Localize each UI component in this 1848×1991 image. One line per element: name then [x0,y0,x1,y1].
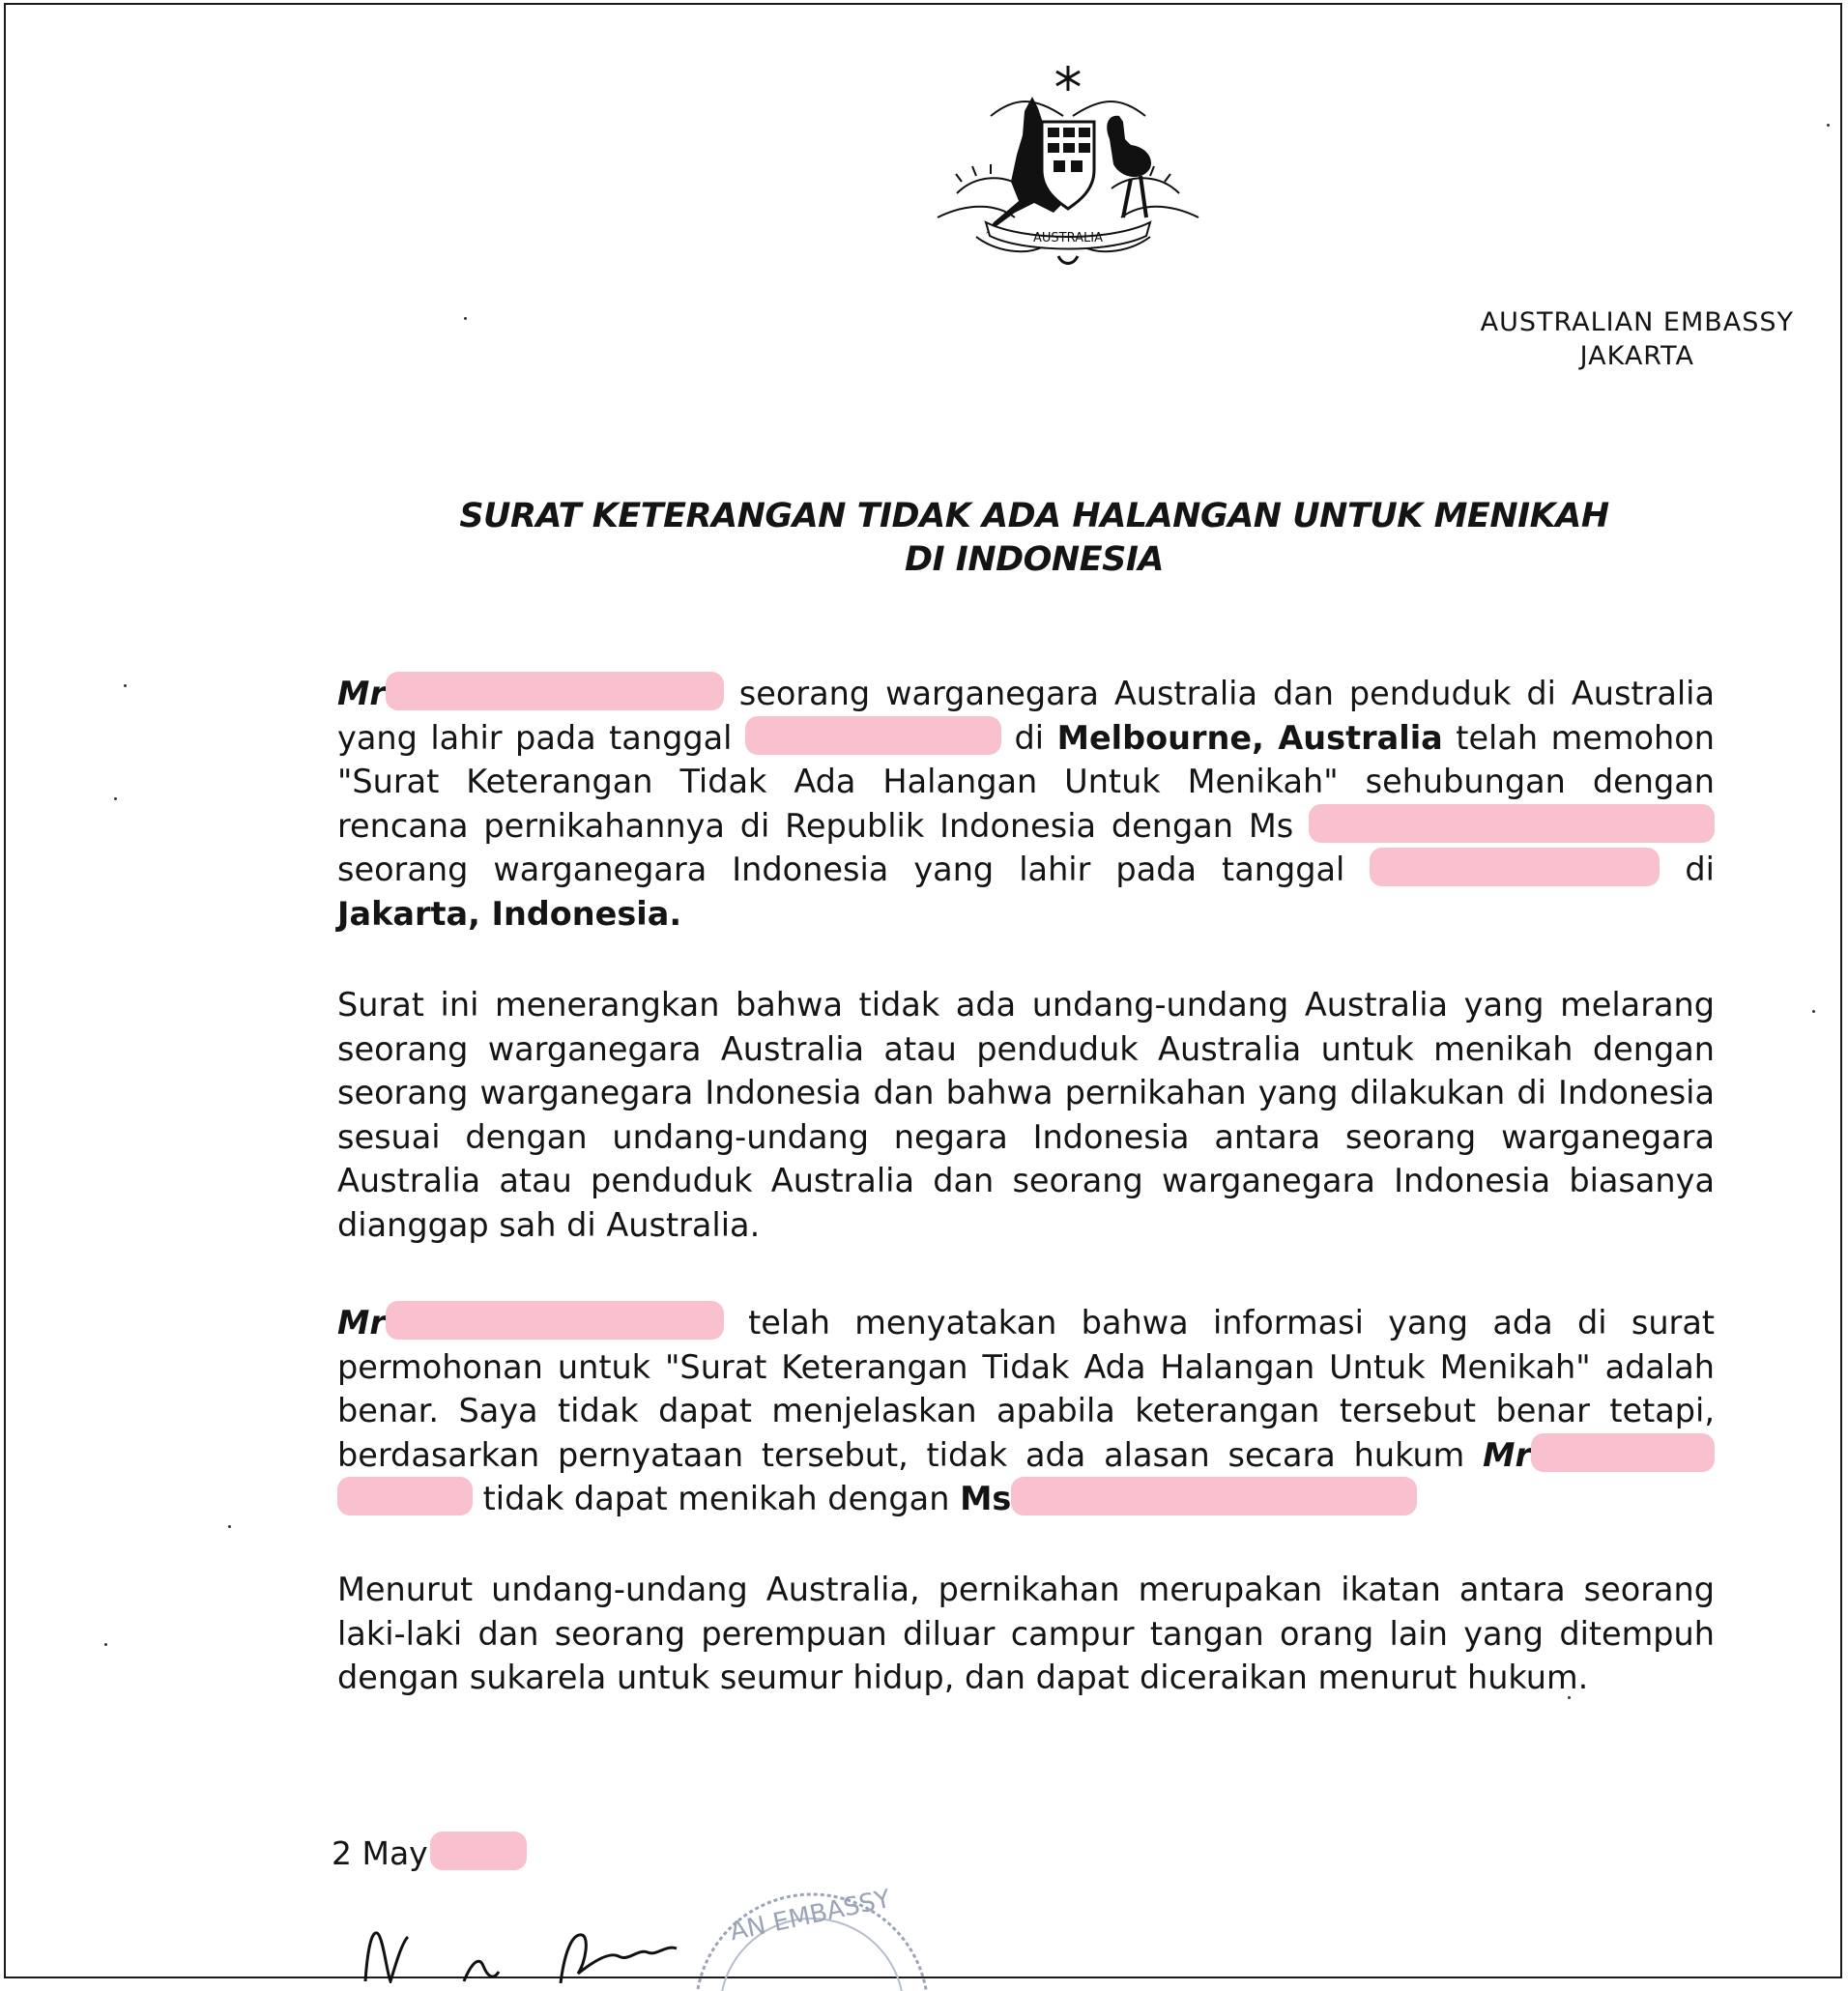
mr-label: Mr [337,1304,386,1342]
scan-speck [104,1643,107,1646]
scan-speck [124,684,127,687]
birthplace-partner: Jakarta, Indonesia. [337,894,682,933]
redacted-name [1531,1433,1715,1472]
title-line-1: SURAT KETERANGAN TIDAK ADA HALANGAN UNTUK MENIKAH [459,497,1609,535]
scan-speck [228,1525,231,1528]
paragraph-text: tidak dapat menikah dengan [473,1480,961,1517]
paragraph-legal-statement: Surat ini menerangkan bahwa tidak ada undang-undang Australia yang melarang seorang warganegara Australia atau penduduk Australia untuk menikah dengan seorang warganegara Indonesia dan bahwa pernikahan yang dilakukan di Indonesia sesuai dengan undang-undang negara Indonesia antara seorang warganegara Australia atau penduduk Australia dan seorang warganegara Indonesia biasanya dianggap sah di Australia. [337,986,1715,1244]
paragraph-text: telah menyatakan bahwa informasi yang ada di surat permohonan untuk "Surat Keterangan Tidak Ada Halangan Untuk Menikah" adalah benar. Saya tidak dapat menjelaskan apabila keterangan tersebut benar tetapi, berdasarkan pernyataan tersebut, tidak ada alasan secara hukum [337,1304,1715,1474]
crest-scroll-text: AUSTRALIA [1033,231,1103,245]
paragraph-applicant [337,672,1715,936]
redacted-name [386,672,724,710]
redacted-partner-name [1309,804,1715,843]
redacted-partner-birthdate [1370,848,1660,886]
ms-label: Ms [960,1480,1012,1517]
mr-label: Mr [337,675,386,712]
paragraph-text: seorang warganegara Indonesia yang lahir pada tanggal [337,851,1371,888]
mr-label: Mr [1483,1435,1531,1474]
embassy-city: JAKARTA [1579,341,1694,371]
scan-speck [1568,1696,1571,1699]
date-text: 2 May [332,1834,428,1872]
letter-date [332,1832,527,1872]
paragraph-text: seorang warganegara Australia dan penduduk di Australia yang lahir pada tanggal [337,675,1715,757]
document-title [348,495,1720,582]
redacted-year [430,1832,527,1870]
redacted-partner-name [1011,1477,1417,1515]
coat-of-arms-icon [918,58,1208,280]
paragraph-declaration [337,1301,1715,1521]
paragraph-marriage-definition: Menurut undang-undang Australia, pernikahan merupakan ikatan antara seorang laki-laki dan seorang perempuan diluar campur tangan orang lain yang ditempuh dengan sukarela untuk seumur hidup, dan dapat diceraikan menurut hukum. [337,1571,1715,1696]
scan-speck [114,797,117,800]
paragraph-text: di [1660,851,1715,888]
paragraph-text: di [1000,718,1057,757]
birthplace-applicant: Melbourne, Australia [1056,718,1443,757]
redacted-name [337,1477,473,1515]
redacted-name [386,1301,724,1340]
embassy-address [1481,305,1794,373]
redacted-birthdate [745,716,1001,755]
scan-speck [1827,124,1830,127]
scan-speck [464,317,467,320]
signature [358,1923,860,1983]
scan-speck [1812,1010,1815,1013]
paragraph-text: telah memohon "Surat Keterangan Tidak Ada Halangan Untuk Menikah" sehubungan dengan rencana pernikahannya di Republik Indonesia dengan Ms [337,718,1715,845]
embassy-name: AUSTRALIAN EMBASSY [1480,307,1794,337]
stamp-text: AN EMBASSY [727,1884,894,1948]
title-line-2: DI INDONESIA [905,540,1164,579]
